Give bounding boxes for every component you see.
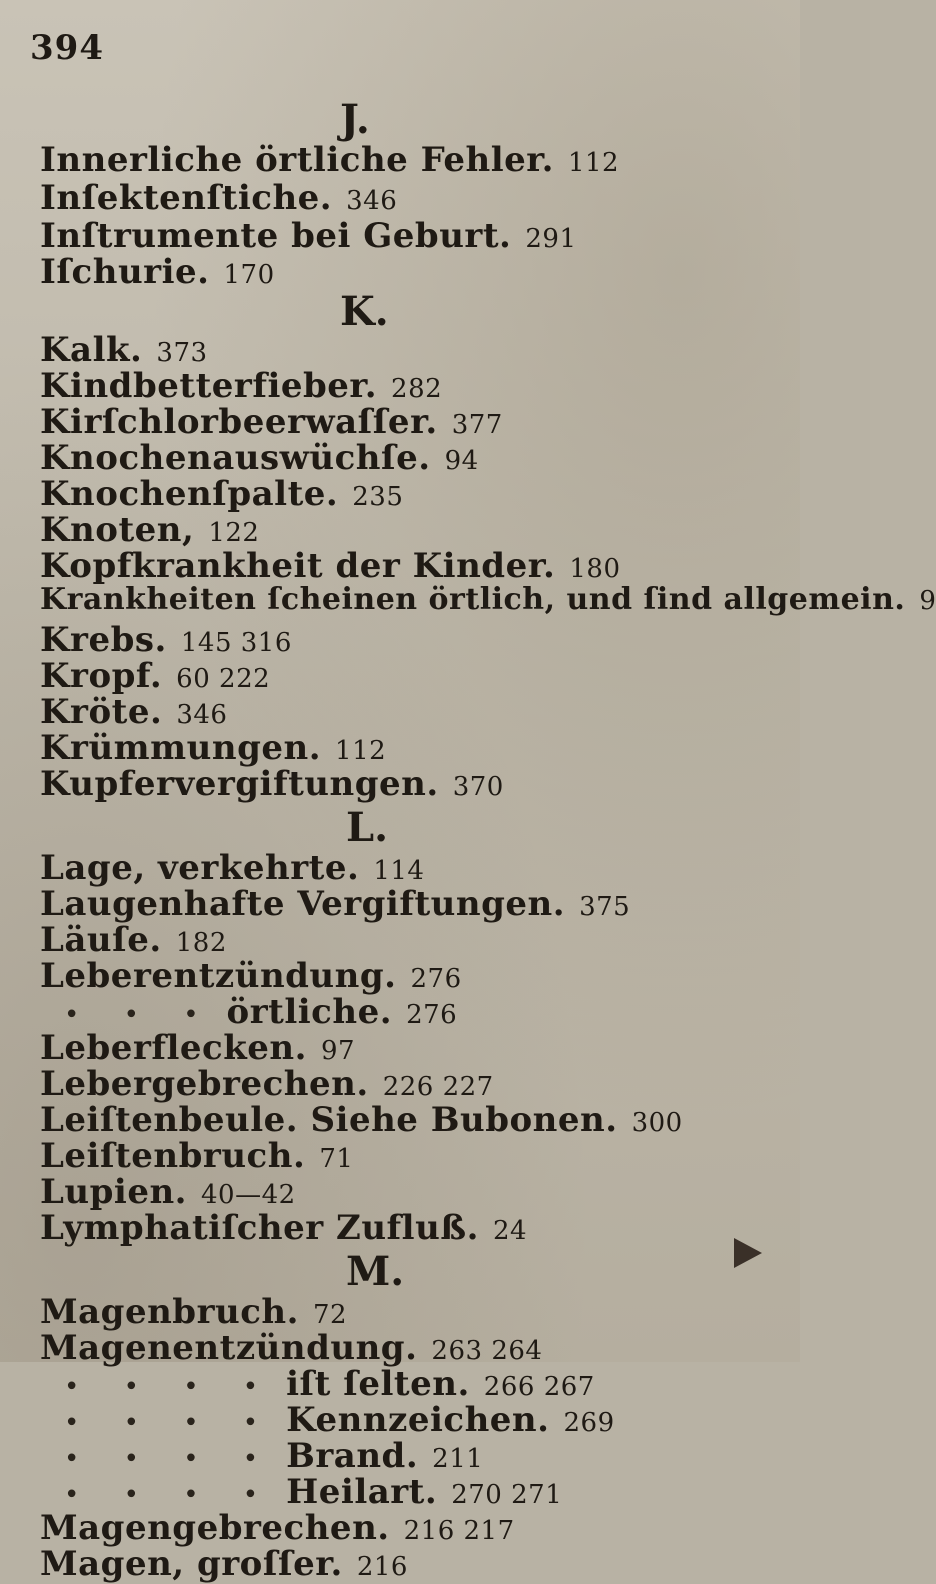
section-letter-j: J. xyxy=(340,96,370,143)
entry-term: örtliche. xyxy=(226,992,393,1032)
entry-refs: 300 xyxy=(631,1108,683,1138)
index-entry xyxy=(40,474,403,514)
index-entry xyxy=(40,1028,355,1068)
entry-term: Iſchurie. xyxy=(40,252,210,292)
entry-refs: 24 xyxy=(492,1216,528,1246)
entry-term: Kirſchlorbeerwaſſer. xyxy=(40,402,438,442)
entry-term: Knochenſpalte. xyxy=(40,474,339,514)
entry-refs: 263 264 xyxy=(431,1336,543,1366)
entry-term: Lupien. xyxy=(40,1172,188,1212)
index-entry xyxy=(40,330,208,370)
index-entry xyxy=(40,884,630,924)
entry-term: Kindbetterfieber. xyxy=(40,366,378,406)
entry-refs: 266 267 xyxy=(483,1372,595,1402)
ditto-dots: • • • • xyxy=(64,1480,277,1510)
index-entry xyxy=(40,140,619,180)
entry-refs: 211 xyxy=(432,1444,484,1474)
section-letter-m: M. xyxy=(346,1248,405,1295)
index-entry xyxy=(40,546,621,586)
section-letter-l: L. xyxy=(346,804,389,851)
index-entry xyxy=(40,956,462,996)
index-entry xyxy=(40,216,577,256)
entry-refs: 180 xyxy=(569,554,621,584)
entry-refs: 270 271 xyxy=(451,1480,563,1510)
entry-term: Brand. xyxy=(286,1436,419,1476)
entry-term: Leberflecken. xyxy=(40,1028,307,1068)
index-entry xyxy=(40,656,270,696)
entry-refs: 114 xyxy=(373,856,425,886)
entry-term: Knochenauswüchſe. xyxy=(40,438,431,478)
entry-term: Lage, verkehrte. xyxy=(40,848,360,888)
entry-refs: 291 xyxy=(525,224,577,254)
entry-refs: 60 222 xyxy=(176,664,271,694)
entry-refs: 216 217 xyxy=(403,1516,515,1546)
index-entry xyxy=(40,620,292,660)
index-entry xyxy=(40,252,275,292)
entry-refs: 145 316 xyxy=(180,628,292,658)
index-entry xyxy=(40,848,424,888)
entry-refs: 94 xyxy=(444,446,479,476)
entry-term: Kalk. xyxy=(40,330,143,370)
entry-refs: 375 xyxy=(579,892,631,922)
index-entry xyxy=(40,1328,542,1368)
index-entry xyxy=(40,1508,515,1548)
page-number: 394 xyxy=(30,28,104,68)
entry-term: Läuſe. xyxy=(40,920,162,960)
index-entry xyxy=(40,1100,683,1140)
entry-refs: 122 xyxy=(208,518,260,548)
entry-refs: 72 xyxy=(312,1300,348,1330)
entry-term: Leiſtenbeule. Siehe Bubonen. xyxy=(40,1100,618,1140)
entry-refs: 276 xyxy=(406,1000,458,1030)
entry-refs: 377 xyxy=(451,410,503,440)
ditto-dots: • • • • xyxy=(64,1408,277,1438)
index-entry xyxy=(40,438,479,478)
index-entry xyxy=(40,402,503,442)
entry-refs: 170 xyxy=(223,260,275,290)
arrow-marker-icon xyxy=(734,1238,762,1268)
entry-term: Krebs. xyxy=(40,620,167,660)
entry-term: Inſtrumente bei Geburt. xyxy=(40,216,512,256)
index-entry xyxy=(64,1472,562,1512)
entry-term: Krankheiten ſcheinen örtlich, und ſind allgemein. xyxy=(40,582,906,617)
entry-term: Magengebrechen. xyxy=(40,1508,390,1548)
entry-term: Magen, groſſer. xyxy=(40,1544,343,1584)
entry-term: iſt ſelten. xyxy=(286,1364,470,1404)
index-entry xyxy=(64,1400,615,1440)
index-entry xyxy=(40,1544,408,1584)
index-entry xyxy=(64,1364,595,1404)
index-entry xyxy=(64,1436,483,1476)
ditto-dots: • • • xyxy=(64,1000,217,1030)
entry-refs: 40—42 xyxy=(201,1180,296,1210)
entry-term: Laugenhafte Vergiftungen. xyxy=(40,884,566,924)
entry-term: Innerliche örtliche Fehler. xyxy=(40,140,554,180)
entry-refs: 276 xyxy=(410,964,462,994)
entry-term: Knoten, xyxy=(40,510,195,550)
index-entry xyxy=(64,992,457,1032)
index-entry xyxy=(40,582,936,617)
entry-refs: 112 xyxy=(335,736,387,766)
entry-term: Leberentzündung. xyxy=(40,956,397,996)
index-entry xyxy=(40,1136,353,1176)
entry-term: Kropf. xyxy=(40,656,163,696)
entry-term: Lebergebrechen. xyxy=(40,1064,369,1104)
entry-term: Kopfkrankheit der Kinder. xyxy=(40,546,556,586)
entry-term: Magenbruch. xyxy=(40,1292,299,1332)
entry-refs: 226 227 xyxy=(382,1072,494,1102)
index-entry xyxy=(40,920,227,960)
entry-refs: 373 xyxy=(156,338,208,368)
index-entry xyxy=(40,692,227,732)
index-entry xyxy=(40,510,259,550)
entry-term: Krümmungen. xyxy=(40,728,322,768)
ditto-dots: • • • • xyxy=(64,1444,277,1474)
entry-term: Magenentzündung. xyxy=(40,1328,418,1368)
entry-refs: 370 xyxy=(452,772,504,802)
index-entry xyxy=(40,764,504,804)
section-letter-k: K. xyxy=(340,288,389,335)
entry-refs: 71 xyxy=(319,1144,354,1174)
entry-refs: 182 xyxy=(175,928,227,958)
entry-refs: 112 xyxy=(567,148,620,178)
entry-term: Kröte. xyxy=(40,692,163,732)
entry-refs: 235 xyxy=(352,482,404,512)
entry-term: Kupfervergiftungen. xyxy=(40,764,439,804)
entry-term: Kennzeichen. xyxy=(286,1400,550,1440)
entry-refs: 269 xyxy=(563,1408,615,1438)
entry-term: Lymphatiſcher Zufluß. xyxy=(40,1208,479,1248)
entry-refs: 346 xyxy=(176,700,228,730)
entry-term: Heilart. xyxy=(286,1472,438,1512)
index-entry xyxy=(40,1208,527,1248)
ditto-dots: • • • • xyxy=(64,1372,277,1402)
index-entry xyxy=(40,1292,347,1332)
entry-refs: 282 xyxy=(391,374,443,404)
index-entry xyxy=(40,1064,494,1104)
entry-refs: 9 xyxy=(919,586,936,616)
entry-refs: 346 xyxy=(346,186,398,216)
entry-term: Leiſtenbruch. xyxy=(40,1136,306,1176)
index-entry xyxy=(40,178,397,218)
entry-term: Inſektenſtiche. xyxy=(40,178,333,218)
index-entry xyxy=(40,1172,296,1212)
index-entry xyxy=(40,366,442,406)
entry-refs: 97 xyxy=(320,1036,356,1066)
entry-refs: 216 xyxy=(356,1552,408,1582)
index-entry xyxy=(40,728,386,768)
